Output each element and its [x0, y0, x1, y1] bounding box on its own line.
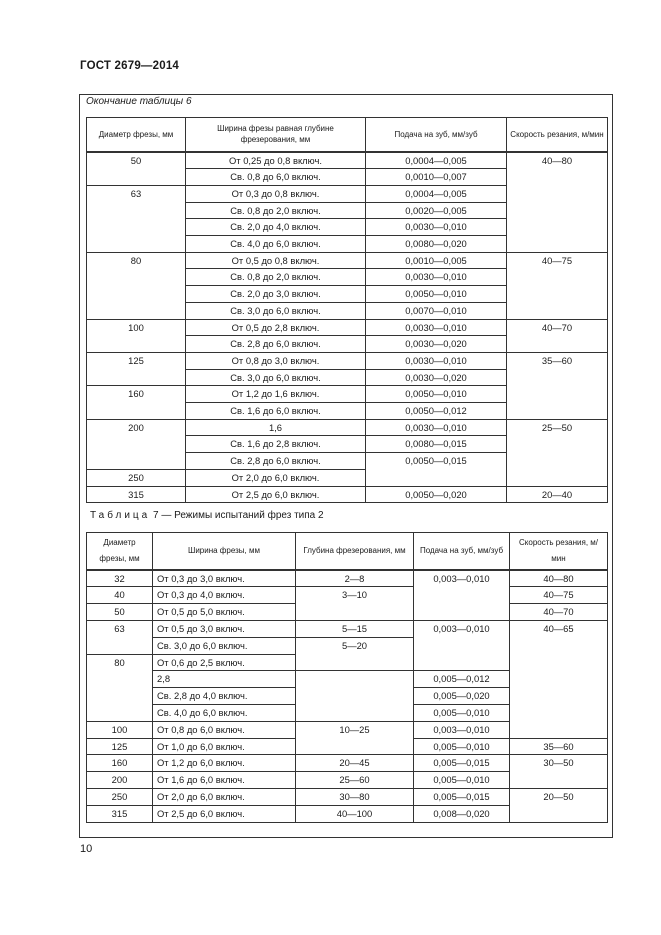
column-header: Диаметр фрезы, мм: [87, 533, 153, 570]
width-cell: От 0,8 до 3,0 включ.: [186, 352, 366, 369]
speed-cell: 40—75: [507, 252, 608, 319]
table-6: [86, 117, 608, 503]
feed-cell: 0,0030—0,010: [366, 219, 507, 236]
feed-cell: 0,0050—0,015: [366, 453, 507, 486]
width-cell: От 0,6 до 2,5 включ.: [153, 654, 296, 671]
speed-cell: 40—80: [507, 152, 608, 253]
width-cell: От 0,8 до 6,0 включ.: [153, 721, 296, 738]
depth-cell: 10—25: [296, 721, 414, 755]
speed-cell: 25—50: [507, 419, 608, 486]
feed-cell: 0,005—0,010: [414, 738, 510, 755]
table-row: [87, 152, 608, 169]
feed-cell: 0,0070—0,010: [366, 302, 507, 319]
table-row: [87, 352, 608, 369]
column-header: Ширина фрезы равная глубине фрезерования, мм: [186, 118, 366, 152]
table-header-row: [87, 533, 608, 570]
feed-cell: 0,0080—0,020: [366, 236, 507, 253]
table-row: [87, 419, 608, 436]
diameter-cell: 315: [87, 805, 153, 822]
table-header-row: [87, 118, 608, 152]
feed-cell: 0,0010—0,005: [366, 252, 507, 269]
feed-cell: 0,0050—0,010: [366, 286, 507, 303]
width-cell: От 1,6 до 6,0 включ.: [153, 772, 296, 789]
width-cell: От 2,0 до 6,0 включ.: [186, 469, 366, 486]
speed-cell: 35—60: [507, 352, 608, 419]
table-row: [87, 620, 608, 637]
column-header: Подача на зуб, мм/зуб: [414, 533, 510, 570]
width-cell: Св. 0,8 до 2,0 включ.: [186, 202, 366, 219]
feed-cell: 0,0050—0,010: [366, 386, 507, 403]
table7-caption: [90, 510, 324, 521]
width-cell: Св. 4,0 до 6,0 включ.: [186, 236, 366, 253]
width-cell: От 0,5 до 2,8 включ.: [186, 319, 366, 336]
feed-cell: 0,0050—0,012: [366, 403, 507, 420]
depth-cell: 2—8: [296, 570, 414, 587]
diameter-cell: 80: [87, 252, 186, 319]
width-cell: Св. 1,6 до 6,0 включ.: [186, 403, 366, 420]
diameter-cell: 200: [87, 772, 153, 789]
diameter-cell: 160: [87, 755, 153, 772]
feed-cell: 0,0030—0,010: [366, 352, 507, 369]
diameter-cell: 50: [87, 604, 153, 621]
width-cell: От 0,3 до 0,8 включ.: [186, 185, 366, 202]
width-cell: От 2,0 до 6,0 включ.: [153, 788, 296, 805]
feed-cell: 0,0080—0,015: [366, 436, 507, 453]
diameter-cell: 250: [87, 788, 153, 805]
feed-cell: 0,005—0,015: [414, 755, 510, 772]
width-cell: Св. 2,0 до 3,0 включ.: [186, 286, 366, 303]
table-row: [87, 319, 608, 336]
feed-cell: 0,0050—0,020: [366, 486, 507, 503]
diameter-cell: 50: [87, 152, 186, 186]
width-cell: От 1,0 до 6,0 включ.: [153, 738, 296, 755]
width-cell: От 1,2 до 6,0 включ.: [153, 755, 296, 772]
width-cell: Св. 4,0 до 6,0 включ.: [153, 704, 296, 721]
table-7: [86, 532, 608, 823]
speed-cell: 35—60: [510, 738, 608, 755]
width-cell: Св. 0,8 до 6,0 включ.: [186, 169, 366, 186]
feed-cell: 0,0030—0,010: [366, 319, 507, 336]
table7-caption-prefix: Таблица: [90, 510, 151, 521]
table-row: [87, 252, 608, 269]
document-header: ГОСТ 2679—2014: [80, 60, 180, 72]
width-cell: Св. 2,8 до 6,0 включ.: [186, 336, 366, 353]
width-cell: От 0,25 до 0,8 включ.: [186, 152, 366, 169]
feed-cell: 0,0030—0,010: [366, 269, 507, 286]
feed-cell: 0,0030—0,020: [366, 336, 507, 353]
diameter-cell: 125: [87, 738, 153, 755]
feed-cell: 0,005—0,020: [414, 688, 510, 705]
width-cell: Св. 3,0 до 6,0 включ.: [186, 369, 366, 386]
depth-cell: 25—60: [296, 772, 414, 789]
width-cell: От 0,3 до 3,0 включ.: [153, 570, 296, 587]
diameter-cell: 250: [87, 469, 186, 486]
width-cell: От 2,5 до 6,0 включ.: [153, 805, 296, 822]
speed-cell: 30—50: [510, 755, 608, 789]
depth-cell: [296, 671, 414, 688]
width-cell: От 0,5 до 5,0 включ.: [153, 604, 296, 621]
feed-cell: 0,0020—0,005: [366, 202, 507, 219]
feed-cell: 0,0010—0,007: [366, 169, 507, 186]
table7-caption-text: — Режимы испытаний фрез типа 2: [158, 510, 324, 521]
speed-cell: 20—40: [507, 486, 608, 503]
speed-cell: 40—75: [510, 587, 608, 604]
feed-cell: 0,005—0,015: [414, 788, 510, 805]
depth-cell: 5—20: [296, 637, 414, 671]
table6-continuation-label: Окончание таблицы 6: [86, 96, 192, 107]
feed-cell: 0,0004—0,005: [366, 152, 507, 169]
width-cell: От 0,3 до 4,0 включ.: [153, 587, 296, 604]
feed-cell: 0,008—0,020: [414, 805, 510, 822]
speed-cell: 40—70: [507, 319, 608, 352]
depth-cell: 40—100: [296, 805, 414, 822]
column-header: Скорость резания, м/мин: [510, 533, 608, 570]
diameter-cell: 80: [87, 654, 153, 721]
depth-cell: 20—45: [296, 755, 414, 772]
width-cell: От 0,5 до 3,0 включ.: [153, 620, 296, 637]
feed-cell: 0,0030—0,010: [366, 419, 507, 436]
diameter-cell: 63: [87, 620, 153, 654]
diameter-cell: 315: [87, 486, 186, 503]
width-cell: Св. 3,0 до 6,0 включ.: [153, 637, 296, 654]
table-row: [87, 587, 608, 604]
table-row: [87, 570, 608, 587]
width-cell: От 1,2 до 1,6 включ.: [186, 386, 366, 403]
depth-cell: 3—10: [296, 587, 414, 621]
width-cell: 1,6: [186, 419, 366, 436]
width-cell: Св. 2,8 до 4,0 включ.: [153, 688, 296, 705]
table-row: [87, 755, 608, 772]
column-header: Глубина фрезерования, мм: [296, 533, 414, 570]
table7-caption-number: 7: [153, 510, 159, 521]
width-cell: От 0,5 до 0,8 включ.: [186, 252, 366, 269]
page-number: 10: [80, 843, 93, 855]
diameter-cell: 100: [87, 319, 186, 352]
width-cell: 2,8: [153, 671, 296, 688]
feed-cell: 0,003—0,010: [414, 620, 510, 670]
column-header: Подача на зуб, мм/зуб: [366, 118, 507, 152]
width-cell: Св. 3,0 до 6,0 включ.: [186, 302, 366, 319]
width-cell: От 2,5 до 6,0 включ.: [186, 486, 366, 503]
table-row: [87, 486, 608, 503]
depth-cell: 30—80: [296, 788, 414, 805]
feed-cell: 0,005—0,010: [414, 772, 510, 789]
feed-cell: 0,003—0,010: [414, 570, 510, 621]
column-header: Скорость резания, м/мин: [507, 118, 608, 152]
feed-cell: 0,005—0,012: [414, 671, 510, 688]
speed-cell: 20—50: [510, 788, 608, 822]
column-header: Диаметр фрезы, мм: [87, 118, 186, 152]
table-row: [87, 788, 608, 805]
feed-cell: 0,003—0,010: [414, 721, 510, 738]
diameter-cell: 160: [87, 386, 186, 419]
width-cell: Св. 1,6 до 2,8 включ.: [186, 436, 366, 453]
speed-cell: 40—65: [510, 620, 608, 738]
diameter-cell: 125: [87, 352, 186, 385]
depth-cell: [296, 704, 414, 721]
feed-cell: 0,0030—0,020: [366, 369, 507, 386]
feed-cell: 0,005—0,010: [414, 704, 510, 721]
width-cell: Св. 0,8 до 2,0 включ.: [186, 269, 366, 286]
feed-cell: 0,0004—0,005: [366, 185, 507, 202]
width-cell: Св. 2,0 до 4,0 включ.: [186, 219, 366, 236]
diameter-cell: 63: [87, 185, 186, 252]
depth-cell: [296, 688, 414, 705]
depth-cell: 5—15: [296, 620, 414, 637]
diameter-cell: 32: [87, 570, 153, 587]
speed-cell: 40—70: [510, 604, 608, 621]
diameter-cell: 200: [87, 419, 186, 469]
diameter-cell: 100: [87, 721, 153, 738]
speed-cell: 40—80: [510, 570, 608, 587]
column-header: Ширина фрезы, мм: [153, 533, 296, 570]
diameter-cell: 40: [87, 587, 153, 604]
width-cell: Св. 2,8 до 6,0 включ.: [186, 453, 366, 470]
